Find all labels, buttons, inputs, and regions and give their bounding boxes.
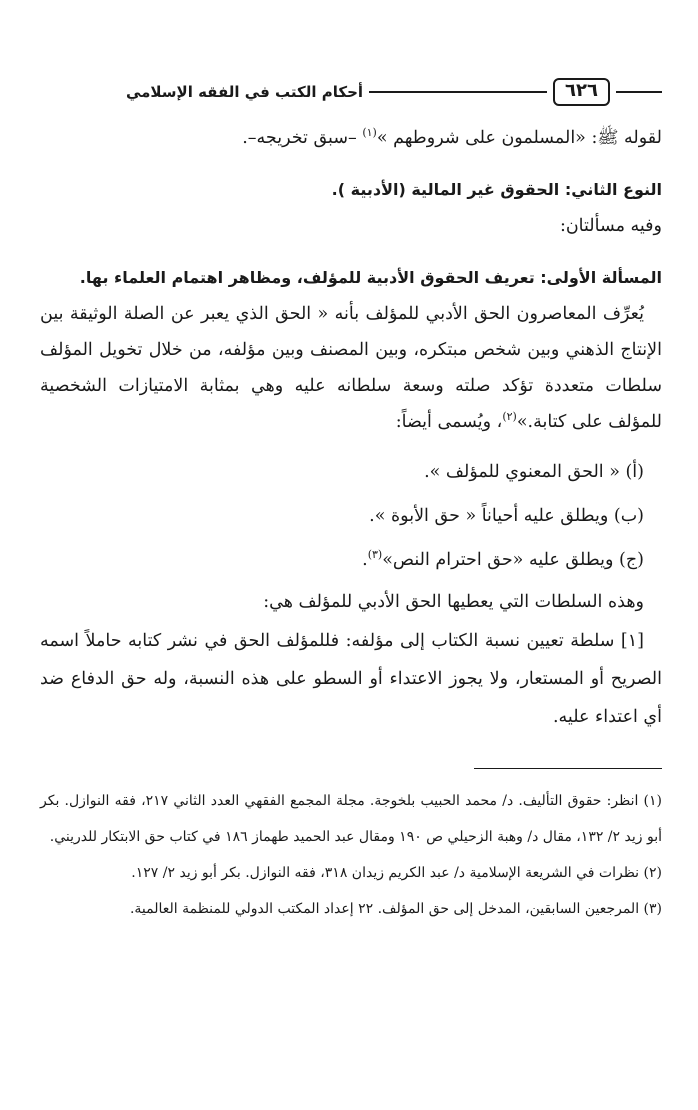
power-paragraph-1: [١] سلطة تعيين نسبة الكتاب إلى مؤلفه: فللمؤلف الحق في نشر كتابه حاملاً اسمه الصريح أو المستعار، ولا يجوز الاعتداء أو السطو على هذه النسبة، وله حق الدفاع ضد أي اعتداء عليه. [40, 631, 662, 727]
powers-intro: وهذه السلطات التي يعطيها الحق الأدبي للمؤلف هي: [263, 592, 644, 612]
footnote-ref[interactable]: (١) [362, 126, 377, 140]
main-text [40, 120, 662, 736]
footnote-2: (٢) نظرات في الشريعة الإسلامية د/ عبد الكريم زيدان ٣١٨، فقه النوازل. بكر أبو زيد ٢/ ١٢٧. [131, 865, 662, 881]
list-item-b: (ب) ويطلق عليه أحياناً « حق الأبوة ». [369, 506, 644, 526]
list-item-c: (ج) ويطلق عليه «حق احترام النص»$^{(٣)}$. [362, 548, 644, 570]
page-number: ٦٢٦ [553, 78, 610, 106]
issue-heading: المسألة الأولى: تعريف الحقوق الأدبية للمؤلف، ومظاهر اهتمام العلماء بها. [79, 268, 662, 287]
header-rule-right [616, 91, 662, 93]
running-header [40, 72, 662, 112]
section-heading: النوع الثاني: الحقوق غير المالية (الأدبية ). [331, 180, 662, 199]
list-item-a: (أ) « الحق المعنوي للمؤلف ». [424, 462, 644, 482]
running-title: أحكام الكتب في الفقه الإسلامي [125, 83, 364, 101]
footnote-1: (١) انظر: حقوق التأليف. د/ محمد الحبيب بلخوجة. مجلة المجمع الفقهي العدد الثاني ٢١٧، فقه النوازل. بكر أبو زيد ٢/ ١٣٢، مقال د/ وهبة الزحيلي ص ١٩٠ ومقال عبد الحميد طهماز ١٨٦ في كتاب حق الابتكار للدريني. [40, 793, 662, 845]
paragraph-hadith: لقوله ﷺ: «المسلمون على شروطهم »$^{(١)}$ –سبق تخريجه–. [242, 126, 662, 148]
book-page [40, 72, 662, 1082]
footnote-separator [474, 768, 662, 769]
footnote-ref[interactable]: (٣) [367, 548, 383, 562]
header-rule-middle [369, 91, 547, 93]
footnote-3: (٣) المرجعين السابقين، المدخل إلى حق المؤلف. ٢٢ إعداد المكتب الدولي للمنظمة العالمية. [129, 901, 662, 917]
section-intro: وفيه مسألتان: [559, 216, 662, 236]
footnote-ref[interactable]: (٢) [502, 410, 517, 424]
definition-paragraph: يُعرِّف المعاصرون الحق الأدبي للمؤلف بأنه « الحق الذي يعبر عن الصلة الوثيقة بين الإنتاج الذهني وبين شخص مبتكره، وبين المصنف وبين مؤلفه، من خلال تخويل المؤلف سلطات متعددة تؤكد صلته وسعة سلطانه عليه وهي بمثابة الامتيازات الشخصية للمؤلف على كتابة.»$^{(٢)}$، ويُسمى أيضاً: [40, 304, 662, 432]
footnotes [40, 783, 662, 927]
